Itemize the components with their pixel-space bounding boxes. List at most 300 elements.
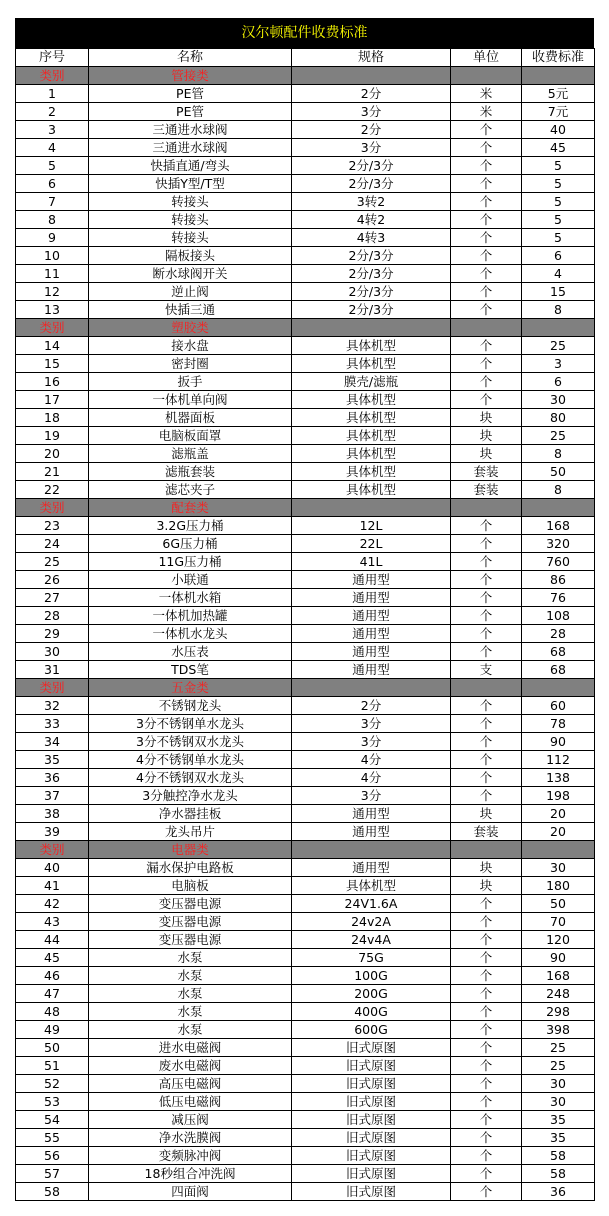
category-row bbox=[16, 319, 595, 337]
cell-no: 28 bbox=[16, 607, 89, 625]
table-row bbox=[16, 535, 595, 553]
cell-name: 一体机水龙头 bbox=[89, 625, 292, 643]
cell-name: 废水电磁阀 bbox=[89, 1057, 292, 1075]
cell-name: 漏水保护电路板 bbox=[89, 859, 292, 877]
cell-unit: 块 bbox=[451, 805, 522, 823]
table-row bbox=[16, 247, 595, 265]
price-sheet bbox=[15, 18, 594, 1201]
table-row bbox=[16, 517, 595, 535]
cell-no: 36 bbox=[16, 769, 89, 787]
table-row bbox=[16, 1129, 595, 1147]
cell-name: 进水电磁阀 bbox=[89, 1039, 292, 1057]
cell-no: 13 bbox=[16, 301, 89, 319]
cell-unit: 块 bbox=[451, 445, 522, 463]
table-row bbox=[16, 985, 595, 1003]
cell-price: 36 bbox=[522, 1183, 595, 1201]
cell-unit: 个 bbox=[451, 355, 522, 373]
cell-no: 6 bbox=[16, 175, 89, 193]
cell-price: 28 bbox=[522, 625, 595, 643]
cell-price: 5 bbox=[522, 193, 595, 211]
cell-spec: 具体机型 bbox=[292, 355, 451, 373]
table-row bbox=[16, 283, 595, 301]
cell-no: 33 bbox=[16, 715, 89, 733]
table-row bbox=[16, 157, 595, 175]
cell-no: 26 bbox=[16, 571, 89, 589]
table-row bbox=[16, 373, 595, 391]
cell-no: 43 bbox=[16, 913, 89, 931]
cell-no: 44 bbox=[16, 931, 89, 949]
cell-price: 8 bbox=[522, 481, 595, 499]
cell-name: 隔板接头 bbox=[89, 247, 292, 265]
cell-spec: 2分 bbox=[292, 121, 451, 139]
category-empty-cell bbox=[451, 67, 522, 85]
cell-no: 41 bbox=[16, 877, 89, 895]
cell-name: 3.2G压力桶 bbox=[89, 517, 292, 535]
cell-spec: 具体机型 bbox=[292, 427, 451, 445]
cell-unit: 个 bbox=[451, 733, 522, 751]
cell-name: 净水器挂板 bbox=[89, 805, 292, 823]
cell-price: 45 bbox=[522, 139, 595, 157]
cell-no: 1 bbox=[16, 85, 89, 103]
cell-unit: 个 bbox=[451, 589, 522, 607]
cell-unit: 个 bbox=[451, 211, 522, 229]
cell-no: 11 bbox=[16, 265, 89, 283]
cell-spec: 4转3 bbox=[292, 229, 451, 247]
table-row bbox=[16, 697, 595, 715]
cell-name: 水泵 bbox=[89, 967, 292, 985]
table-row bbox=[16, 103, 595, 121]
sheet-title: 汉尔顿配件收费标准 bbox=[15, 18, 594, 48]
cell-no: 42 bbox=[16, 895, 89, 913]
cell-no: 14 bbox=[16, 337, 89, 355]
cell-unit: 个 bbox=[451, 1147, 522, 1165]
cell-name: 水泵 bbox=[89, 985, 292, 1003]
cell-spec: 200G bbox=[292, 985, 451, 1003]
cell-name: 断水球阀开关 bbox=[89, 265, 292, 283]
cell-price: 78 bbox=[522, 715, 595, 733]
cell-price: 108 bbox=[522, 607, 595, 625]
cell-price: 20 bbox=[522, 823, 595, 841]
cell-unit: 块 bbox=[451, 409, 522, 427]
category-empty-cell bbox=[522, 67, 595, 85]
cell-name: 低压电磁阀 bbox=[89, 1093, 292, 1111]
cell-unit: 个 bbox=[451, 1129, 522, 1147]
cell-name: 四面阀 bbox=[89, 1183, 292, 1201]
cell-name: 3分不锈钢双水龙头 bbox=[89, 733, 292, 751]
table-row bbox=[16, 589, 595, 607]
cell-unit: 个 bbox=[451, 139, 522, 157]
table-row bbox=[16, 661, 595, 679]
cell-no: 9 bbox=[16, 229, 89, 247]
cell-price: 90 bbox=[522, 949, 595, 967]
cell-no: 22 bbox=[16, 481, 89, 499]
table-row bbox=[16, 409, 595, 427]
cell-unit: 套装 bbox=[451, 481, 522, 499]
cell-price: 40 bbox=[522, 121, 595, 139]
table-row bbox=[16, 121, 595, 139]
cell-no: 3 bbox=[16, 121, 89, 139]
cell-spec: 3分 bbox=[292, 103, 451, 121]
category-row bbox=[16, 499, 595, 517]
cell-no: 51 bbox=[16, 1057, 89, 1075]
cell-no: 20 bbox=[16, 445, 89, 463]
cell-no: 50 bbox=[16, 1039, 89, 1057]
cell-unit: 块 bbox=[451, 859, 522, 877]
table-row bbox=[16, 733, 595, 751]
cell-no: 17 bbox=[16, 391, 89, 409]
cell-spec: 2分 bbox=[292, 697, 451, 715]
category-empty-cell bbox=[451, 679, 522, 697]
cell-spec: 旧式原图 bbox=[292, 1057, 451, 1075]
cell-spec: 2分/3分 bbox=[292, 157, 451, 175]
cell-unit: 个 bbox=[451, 337, 522, 355]
cell-name: 小联通 bbox=[89, 571, 292, 589]
cell-no: 30 bbox=[16, 643, 89, 661]
cell-no: 48 bbox=[16, 1003, 89, 1021]
category-empty-cell bbox=[522, 679, 595, 697]
cell-no: 47 bbox=[16, 985, 89, 1003]
cell-unit: 个 bbox=[451, 697, 522, 715]
cell-price: 58 bbox=[522, 1165, 595, 1183]
cell-price: 35 bbox=[522, 1111, 595, 1129]
cell-spec: 24V1.6A bbox=[292, 895, 451, 913]
cell-spec: 2分/3分 bbox=[292, 301, 451, 319]
cell-unit: 个 bbox=[451, 751, 522, 769]
cell-no: 8 bbox=[16, 211, 89, 229]
category-label: 类别 bbox=[16, 499, 89, 517]
cell-price: 25 bbox=[522, 1057, 595, 1075]
table-row bbox=[16, 391, 595, 409]
cell-no: 24 bbox=[16, 535, 89, 553]
cell-unit: 个 bbox=[451, 571, 522, 589]
table-row bbox=[16, 787, 595, 805]
cell-unit: 个 bbox=[451, 967, 522, 985]
cell-unit: 个 bbox=[451, 373, 522, 391]
cell-no: 52 bbox=[16, 1075, 89, 1093]
cell-no: 25 bbox=[16, 553, 89, 571]
table-row bbox=[16, 301, 595, 319]
table-row bbox=[16, 193, 595, 211]
cell-spec: 通用型 bbox=[292, 571, 451, 589]
category-empty-cell bbox=[292, 499, 451, 517]
cell-no: 58 bbox=[16, 1183, 89, 1201]
cell-name: PE管 bbox=[89, 103, 292, 121]
table-row bbox=[16, 823, 595, 841]
cell-name: TDS笔 bbox=[89, 661, 292, 679]
cell-unit: 个 bbox=[451, 517, 522, 535]
cell-name: 水泵 bbox=[89, 1021, 292, 1039]
cell-spec: 膜壳/滤瓶 bbox=[292, 373, 451, 391]
category-empty-cell bbox=[451, 499, 522, 517]
cell-spec: 22L bbox=[292, 535, 451, 553]
cell-unit: 个 bbox=[451, 643, 522, 661]
cell-price: 30 bbox=[522, 1093, 595, 1111]
cell-price: 320 bbox=[522, 535, 595, 553]
cell-no: 7 bbox=[16, 193, 89, 211]
cell-name: 6G压力桶 bbox=[89, 535, 292, 553]
cell-name: 减压阀 bbox=[89, 1111, 292, 1129]
cell-name: 变压器电源 bbox=[89, 931, 292, 949]
cell-spec: 2分/3分 bbox=[292, 283, 451, 301]
cell-no: 29 bbox=[16, 625, 89, 643]
cell-no: 27 bbox=[16, 589, 89, 607]
cell-name: 水压表 bbox=[89, 643, 292, 661]
cell-price: 4 bbox=[522, 265, 595, 283]
cell-unit: 个 bbox=[451, 157, 522, 175]
cell-unit: 个 bbox=[451, 247, 522, 265]
header-price: 收费标准 bbox=[522, 49, 595, 67]
cell-price: 198 bbox=[522, 787, 595, 805]
cell-unit: 个 bbox=[451, 1111, 522, 1129]
category-empty-cell bbox=[292, 67, 451, 85]
cell-price: 298 bbox=[522, 1003, 595, 1021]
table-row bbox=[16, 643, 595, 661]
cell-unit: 个 bbox=[451, 1021, 522, 1039]
category-label: 类别 bbox=[16, 841, 89, 859]
cell-price: 112 bbox=[522, 751, 595, 769]
table-row bbox=[16, 571, 595, 589]
table-row bbox=[16, 931, 595, 949]
cell-name: 电脑板面罩 bbox=[89, 427, 292, 445]
cell-name: 4分不锈钢双水龙头 bbox=[89, 769, 292, 787]
cell-price: 180 bbox=[522, 877, 595, 895]
cell-name: 转接头 bbox=[89, 229, 292, 247]
table-row bbox=[16, 355, 595, 373]
cell-name: 净水洗膜阀 bbox=[89, 1129, 292, 1147]
cell-spec: 100G bbox=[292, 967, 451, 985]
cell-price: 5 bbox=[522, 175, 595, 193]
cell-name: 三通进水球阀 bbox=[89, 139, 292, 157]
cell-no: 12 bbox=[16, 283, 89, 301]
table-row bbox=[16, 949, 595, 967]
cell-no: 18 bbox=[16, 409, 89, 427]
cell-spec: 4分 bbox=[292, 769, 451, 787]
table-row bbox=[16, 175, 595, 193]
cell-price: 5 bbox=[522, 211, 595, 229]
table-row bbox=[16, 463, 595, 481]
table-row bbox=[16, 1183, 595, 1201]
table-row bbox=[16, 1003, 595, 1021]
cell-no: 57 bbox=[16, 1165, 89, 1183]
cell-name: 机器面板 bbox=[89, 409, 292, 427]
cell-name: 水泵 bbox=[89, 1003, 292, 1021]
cell-name: PE管 bbox=[89, 85, 292, 103]
cell-spec: 旧式原图 bbox=[292, 1183, 451, 1201]
cell-name: 一体机水箱 bbox=[89, 589, 292, 607]
cell-no: 54 bbox=[16, 1111, 89, 1129]
table-row bbox=[16, 85, 595, 103]
cell-no: 32 bbox=[16, 697, 89, 715]
category-row bbox=[16, 841, 595, 859]
cell-unit: 个 bbox=[451, 913, 522, 931]
cell-price: 25 bbox=[522, 1039, 595, 1057]
cell-spec: 24v4A bbox=[292, 931, 451, 949]
cell-unit: 套装 bbox=[451, 823, 522, 841]
cell-price: 15 bbox=[522, 283, 595, 301]
category-name: 管接类 bbox=[89, 67, 292, 85]
cell-unit: 个 bbox=[451, 175, 522, 193]
cell-spec: 旧式原图 bbox=[292, 1111, 451, 1129]
category-name: 电器类 bbox=[89, 841, 292, 859]
cell-unit: 米 bbox=[451, 103, 522, 121]
cell-price: 70 bbox=[522, 913, 595, 931]
cell-no: 53 bbox=[16, 1093, 89, 1111]
cell-spec: 通用型 bbox=[292, 625, 451, 643]
cell-unit: 支 bbox=[451, 661, 522, 679]
cell-name: 高压电磁阀 bbox=[89, 1075, 292, 1093]
cell-spec: 具体机型 bbox=[292, 445, 451, 463]
header-spec: 规格 bbox=[292, 49, 451, 67]
cell-no: 38 bbox=[16, 805, 89, 823]
cell-no: 19 bbox=[16, 427, 89, 445]
cell-name: 3分不锈钢单水龙头 bbox=[89, 715, 292, 733]
table-row bbox=[16, 229, 595, 247]
cell-name: 变压器电源 bbox=[89, 913, 292, 931]
table-row bbox=[16, 859, 595, 877]
cell-spec: 3分 bbox=[292, 715, 451, 733]
cell-unit: 套装 bbox=[451, 463, 522, 481]
cell-spec: 2分/3分 bbox=[292, 247, 451, 265]
cell-no: 5 bbox=[16, 157, 89, 175]
cell-price: 68 bbox=[522, 661, 595, 679]
table-row bbox=[16, 1165, 595, 1183]
price-table bbox=[15, 48, 595, 1201]
cell-name: 快插直通/弯头 bbox=[89, 157, 292, 175]
cell-price: 5 bbox=[522, 157, 595, 175]
cell-spec: 3转2 bbox=[292, 193, 451, 211]
table-row bbox=[16, 607, 595, 625]
cell-price: 76 bbox=[522, 589, 595, 607]
category-empty-cell bbox=[292, 679, 451, 697]
cell-price: 398 bbox=[522, 1021, 595, 1039]
cell-spec: 具体机型 bbox=[292, 463, 451, 481]
category-empty-cell bbox=[292, 841, 451, 859]
cell-price: 168 bbox=[522, 517, 595, 535]
cell-spec: 旧式原图 bbox=[292, 1093, 451, 1111]
cell-spec: 旧式原图 bbox=[292, 1039, 451, 1057]
category-label: 类别 bbox=[16, 679, 89, 697]
cell-no: 2 bbox=[16, 103, 89, 121]
table-row bbox=[16, 625, 595, 643]
cell-price: 7元 bbox=[522, 103, 595, 121]
cell-name: 4分不锈钢单水龙头 bbox=[89, 751, 292, 769]
cell-name: 滤瓶盖 bbox=[89, 445, 292, 463]
table-row bbox=[16, 1093, 595, 1111]
cell-spec: 75G bbox=[292, 949, 451, 967]
cell-spec: 具体机型 bbox=[292, 877, 451, 895]
cell-spec: 具体机型 bbox=[292, 481, 451, 499]
table-row bbox=[16, 139, 595, 157]
table-row bbox=[16, 265, 595, 283]
cell-price: 138 bbox=[522, 769, 595, 787]
cell-spec: 3分 bbox=[292, 139, 451, 157]
cell-name: 一体机单向阀 bbox=[89, 391, 292, 409]
cell-spec: 通用型 bbox=[292, 823, 451, 841]
cell-no: 49 bbox=[16, 1021, 89, 1039]
cell-name: 滤芯夹子 bbox=[89, 481, 292, 499]
cell-name: 快插Y型/T型 bbox=[89, 175, 292, 193]
cell-unit: 个 bbox=[451, 121, 522, 139]
cell-no: 31 bbox=[16, 661, 89, 679]
cell-price: 248 bbox=[522, 985, 595, 1003]
cell-price: 168 bbox=[522, 967, 595, 985]
table-row bbox=[16, 1111, 595, 1129]
cell-no: 56 bbox=[16, 1147, 89, 1165]
cell-no: 15 bbox=[16, 355, 89, 373]
cell-unit: 个 bbox=[451, 1057, 522, 1075]
category-empty-cell bbox=[451, 841, 522, 859]
cell-unit: 个 bbox=[451, 553, 522, 571]
cell-spec: 旧式原图 bbox=[292, 1129, 451, 1147]
cell-price: 58 bbox=[522, 1147, 595, 1165]
cell-name: 3分触控净水龙头 bbox=[89, 787, 292, 805]
category-name: 塑胶类 bbox=[89, 319, 292, 337]
cell-name: 快插三通 bbox=[89, 301, 292, 319]
cell-no: 16 bbox=[16, 373, 89, 391]
cell-unit: 块 bbox=[451, 427, 522, 445]
table-row bbox=[16, 751, 595, 769]
cell-no: 21 bbox=[16, 463, 89, 481]
cell-unit: 个 bbox=[451, 1075, 522, 1093]
cell-price: 8 bbox=[522, 445, 595, 463]
cell-name: 逆止阀 bbox=[89, 283, 292, 301]
cell-price: 35 bbox=[522, 1129, 595, 1147]
cell-price: 68 bbox=[522, 643, 595, 661]
cell-no: 40 bbox=[16, 859, 89, 877]
cell-spec: 通用型 bbox=[292, 607, 451, 625]
cell-unit: 个 bbox=[451, 1183, 522, 1201]
cell-unit: 个 bbox=[451, 391, 522, 409]
cell-unit: 个 bbox=[451, 1093, 522, 1111]
cell-price: 5 bbox=[522, 229, 595, 247]
cell-no: 45 bbox=[16, 949, 89, 967]
cell-price: 30 bbox=[522, 1075, 595, 1093]
cell-no: 4 bbox=[16, 139, 89, 157]
cell-unit: 个 bbox=[451, 1003, 522, 1021]
table-row bbox=[16, 1147, 595, 1165]
cell-name: 密封圈 bbox=[89, 355, 292, 373]
cell-name: 接水盘 bbox=[89, 337, 292, 355]
cell-unit: 块 bbox=[451, 877, 522, 895]
cell-name: 18秒组合冲洗阀 bbox=[89, 1165, 292, 1183]
table-row bbox=[16, 1075, 595, 1093]
cell-spec: 通用型 bbox=[292, 661, 451, 679]
cell-name: 转接头 bbox=[89, 211, 292, 229]
cell-unit: 个 bbox=[451, 769, 522, 787]
cell-price: 8 bbox=[522, 301, 595, 319]
table-row bbox=[16, 1039, 595, 1057]
cell-name: 电脑板 bbox=[89, 877, 292, 895]
cell-spec: 24v2A bbox=[292, 913, 451, 931]
category-empty-cell bbox=[292, 319, 451, 337]
cell-unit: 个 bbox=[451, 1165, 522, 1183]
category-empty-cell bbox=[451, 319, 522, 337]
cell-unit: 个 bbox=[451, 985, 522, 1003]
cell-name: 不锈钢龙头 bbox=[89, 697, 292, 715]
cell-unit: 个 bbox=[451, 625, 522, 643]
table-row bbox=[16, 427, 595, 445]
cell-no: 39 bbox=[16, 823, 89, 841]
cell-spec: 41L bbox=[292, 553, 451, 571]
cell-price: 6 bbox=[522, 373, 595, 391]
cell-unit: 个 bbox=[451, 895, 522, 913]
cell-price: 25 bbox=[522, 337, 595, 355]
cell-spec: 2分/3分 bbox=[292, 265, 451, 283]
cell-price: 50 bbox=[522, 895, 595, 913]
table-row bbox=[16, 211, 595, 229]
cell-no: 37 bbox=[16, 787, 89, 805]
cell-spec: 3分 bbox=[292, 787, 451, 805]
